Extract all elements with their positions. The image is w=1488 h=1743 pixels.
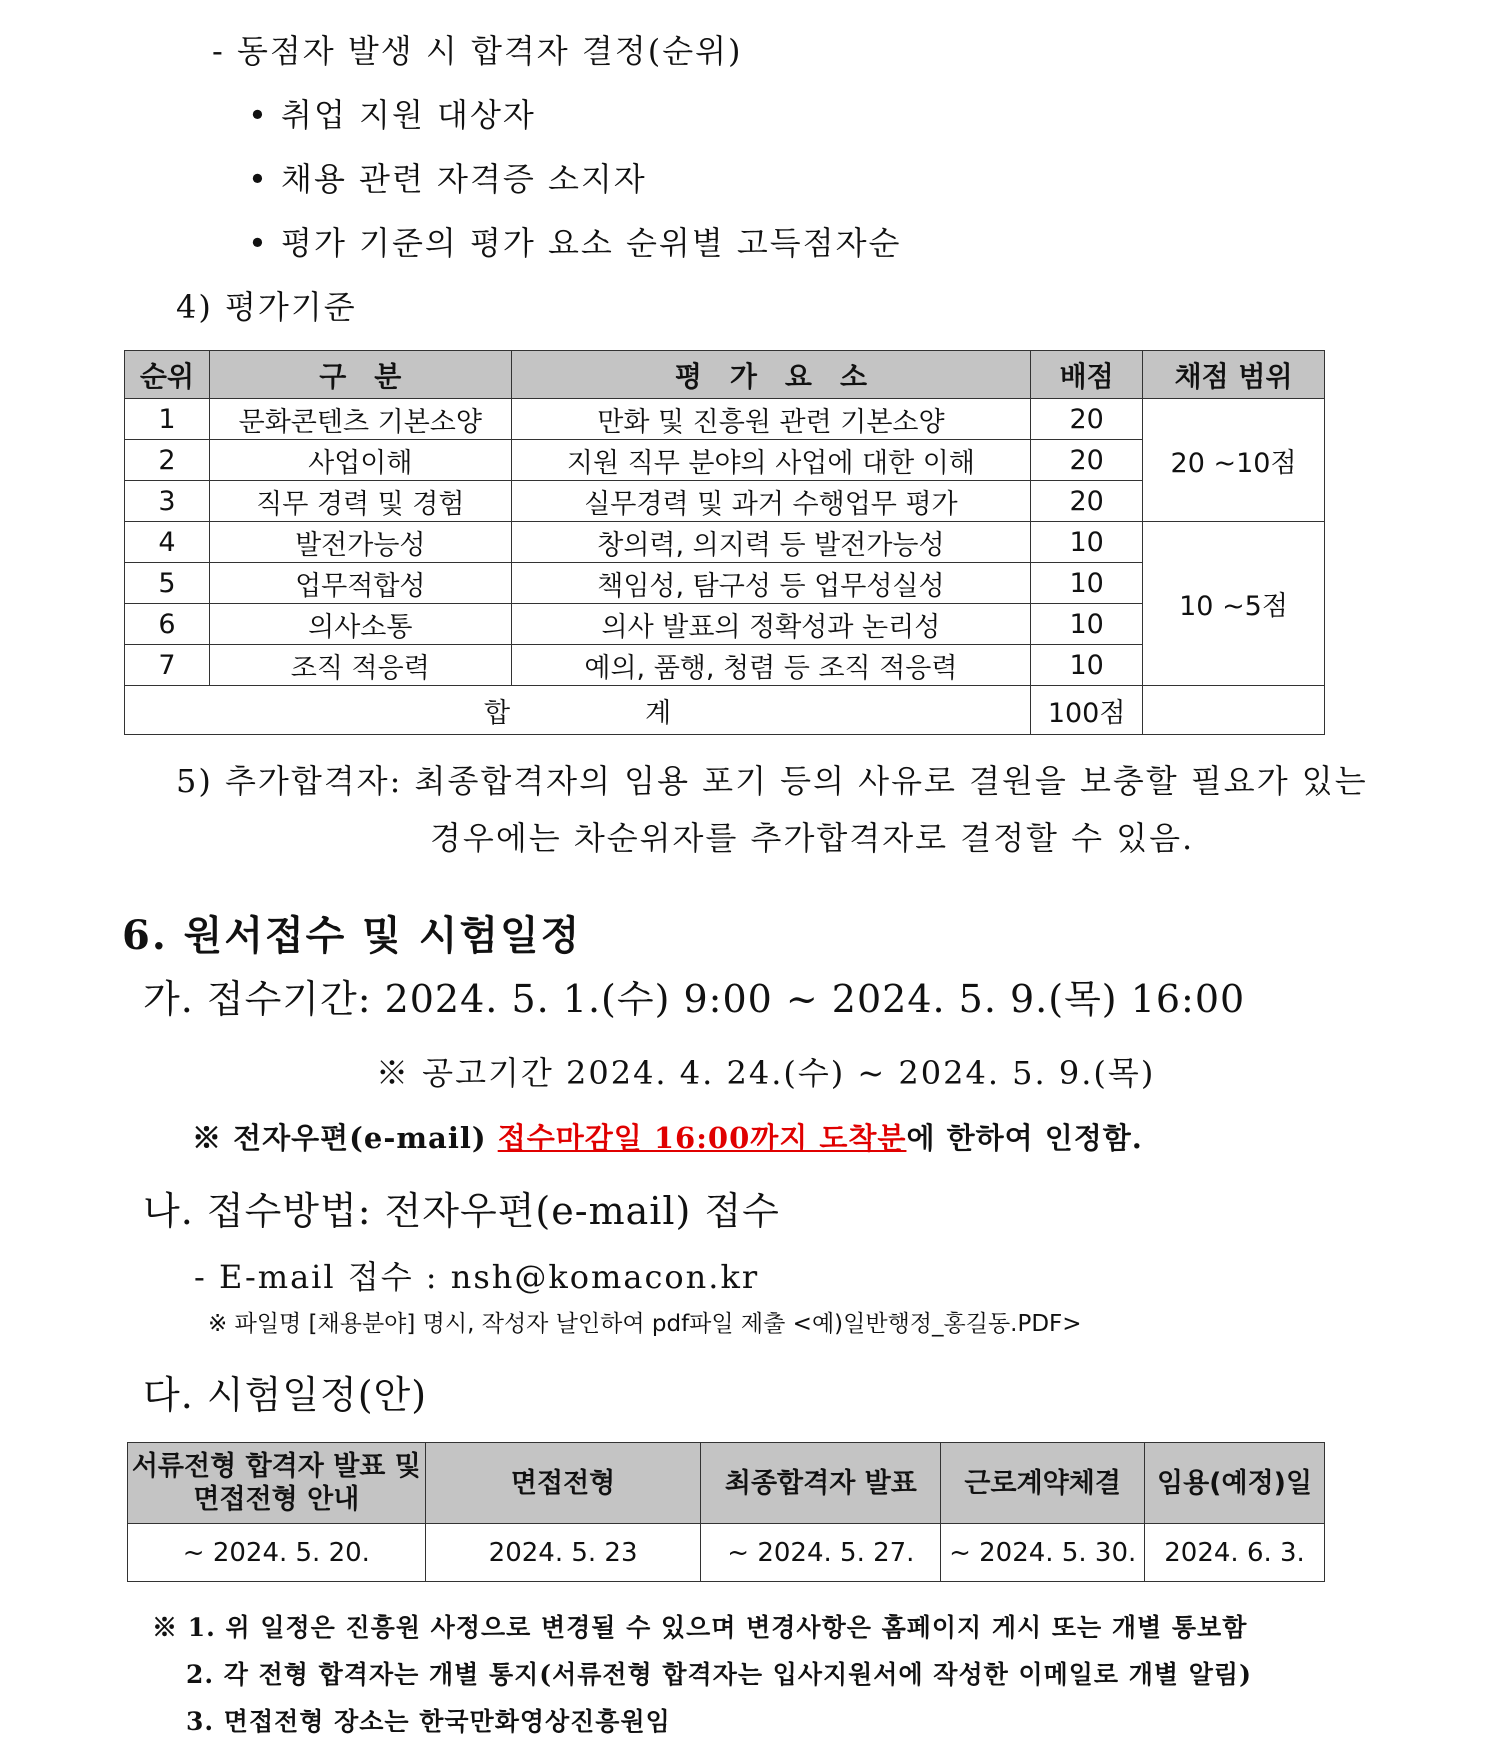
score-cell: 10 [1031, 604, 1143, 645]
header-rank: 순위 [125, 351, 210, 399]
application-method: 나. 접수방법: 전자우편(e-mail) 접수 [143, 1189, 780, 1233]
element-cell: 창의력, 의지력 등 발전가능성 [511, 522, 1031, 563]
total-label: 합 계 [125, 686, 1031, 735]
header-element: 평 가 요 소 [511, 351, 1031, 399]
date-cell: 2024. 5. 23 [425, 1524, 701, 1582]
date-cell: ~ 2024. 5. 20. [128, 1524, 426, 1582]
score-cell: 20 [1031, 440, 1143, 481]
range-cell: 20 ~10점 [1143, 399, 1325, 522]
evaluation-criteria-table [124, 350, 1325, 735]
total-empty-cell [1143, 686, 1325, 735]
table-row [125, 399, 1325, 440]
date-cell: 2024. 6. 3. [1145, 1524, 1325, 1582]
section-title: 6. 원서접수 및 시험일정 [122, 912, 582, 959]
criteria-title: 4) 평가기준 [176, 288, 357, 326]
header-final-result: 최종합격자 발표 [701, 1443, 941, 1524]
table-header-row [125, 351, 1325, 399]
element-cell: 의사 발표의 정확성과 논리성 [511, 604, 1031, 645]
rank-cell: 7 [125, 645, 210, 686]
tie-break-heading: - 동점자 발생 시 합격자 결정(순위) [212, 32, 743, 70]
category-cell: 업무적합성 [209, 563, 511, 604]
score-cell: 10 [1031, 563, 1143, 604]
score-cell: 20 [1031, 399, 1143, 440]
schedule-note: 3. 면접전형 장소는 한국만화영상진흥원임 [186, 1707, 671, 1736]
rank-cell: 3 [125, 481, 210, 522]
rank-cell: 5 [125, 563, 210, 604]
table-row [128, 1524, 1325, 1582]
rank-cell: 4 [125, 522, 210, 563]
element-cell: 실무경력 및 과거 수행업무 평가 [511, 481, 1031, 522]
tie-break-item: • 채용 관련 자격증 소지자 [248, 160, 647, 198]
additional-passers-line1: 5) 추가합격자: 최종합격자의 임용 포기 등의 사유로 결원을 보충할 필요가 있는 [176, 762, 1368, 800]
table-header-row [128, 1443, 1325, 1524]
additional-passers-line2: 경우에는 차순위자를 추가합격자로 결정할 수 있음. [430, 819, 1195, 857]
application-period: 가. 접수기간: 2024. 5. 1.(수) 9:00 ~ 2024. 5. 9.(목) 16:00 [143, 977, 1246, 1021]
email-deadline-note [192, 1116, 1143, 1157]
total-score: 100점 [1031, 686, 1143, 735]
category-cell: 직무 경력 및 경험 [209, 481, 511, 522]
score-cell: 20 [1031, 481, 1143, 522]
category-cell: 사업이해 [209, 440, 511, 481]
exam-schedule-table [127, 1442, 1325, 1582]
score-cell: 10 [1031, 522, 1143, 563]
score-cell: 10 [1031, 645, 1143, 686]
tie-break-item: • 취업 지원 대상자 [248, 96, 536, 134]
date-cell: ~ 2024. 5. 30. [941, 1524, 1145, 1582]
deadline-highlight: 접수마감일 16:00까지 도착분 [497, 1121, 907, 1155]
header-score: 배점 [1031, 351, 1143, 399]
category-cell: 의사소통 [209, 604, 511, 645]
email-address-line: - E-mail 접수 : nsh@komacon.kr [194, 1258, 760, 1296]
schedule-note: 2. 각 전형 합격자는 개별 통지(서류전형 합격자는 입사지원서에 작성한 이메일로 개별 알림) [186, 1660, 1252, 1689]
schedule-note: ※ 1. 위 일정은 진흥원 사정으로 변경될 수 있으며 변경사항은 홈페이지 게시 또는 개별 통보함 [152, 1613, 1248, 1642]
element-cell: 예의, 품행, 청렴 등 조직 적응력 [511, 645, 1031, 686]
category-cell: 조직 적응력 [209, 645, 511, 686]
email-note-suffix: 에 한하여 인정함. [906, 1121, 1143, 1155]
header-interview: 면접전형 [425, 1443, 701, 1524]
element-cell: 지원 직무 분야의 사업에 대한 이해 [511, 440, 1031, 481]
header-appointment: 임용(예정)일 [1145, 1443, 1325, 1524]
table-row [125, 522, 1325, 563]
category-cell: 문화콘텐츠 기본소양 [209, 399, 511, 440]
header-contract: 근로계약체결 [941, 1443, 1145, 1524]
header-range: 채점 범위 [1143, 351, 1325, 399]
category-cell: 발전가능성 [209, 522, 511, 563]
rank-cell: 2 [125, 440, 210, 481]
range-cell: 10 ~5점 [1143, 522, 1325, 686]
notice-period: ※ 공고기간 2024. 4. 24.(수) ~ 2024. 5. 9.(목) [376, 1054, 1156, 1092]
rank-cell: 6 [125, 604, 210, 645]
file-name-note: ※ 파일명 [채용분야] 명시, 작성자 날인하여 pdf파일 제출 <예)일반행정_홍길동.PDF> [208, 1311, 1082, 1337]
element-cell: 책임성, 탐구성 등 업무성실성 [511, 563, 1031, 604]
schedule-title: 다. 시험일정(안) [143, 1373, 428, 1417]
total-row [125, 686, 1325, 735]
header-category: 구 분 [209, 351, 511, 399]
tie-break-item: • 평가 기준의 평가 요소 순위별 고득점자순 [248, 224, 902, 262]
date-cell: ~ 2024. 5. 27. [701, 1524, 941, 1582]
header-document-result: 서류전형 합격자 발표 및 면접전형 안내 [128, 1443, 426, 1524]
element-cell: 만화 및 진흥원 관련 기본소양 [511, 399, 1031, 440]
email-note-prefix: ※ 전자우편(e-mail) [192, 1121, 498, 1155]
rank-cell: 1 [125, 399, 210, 440]
